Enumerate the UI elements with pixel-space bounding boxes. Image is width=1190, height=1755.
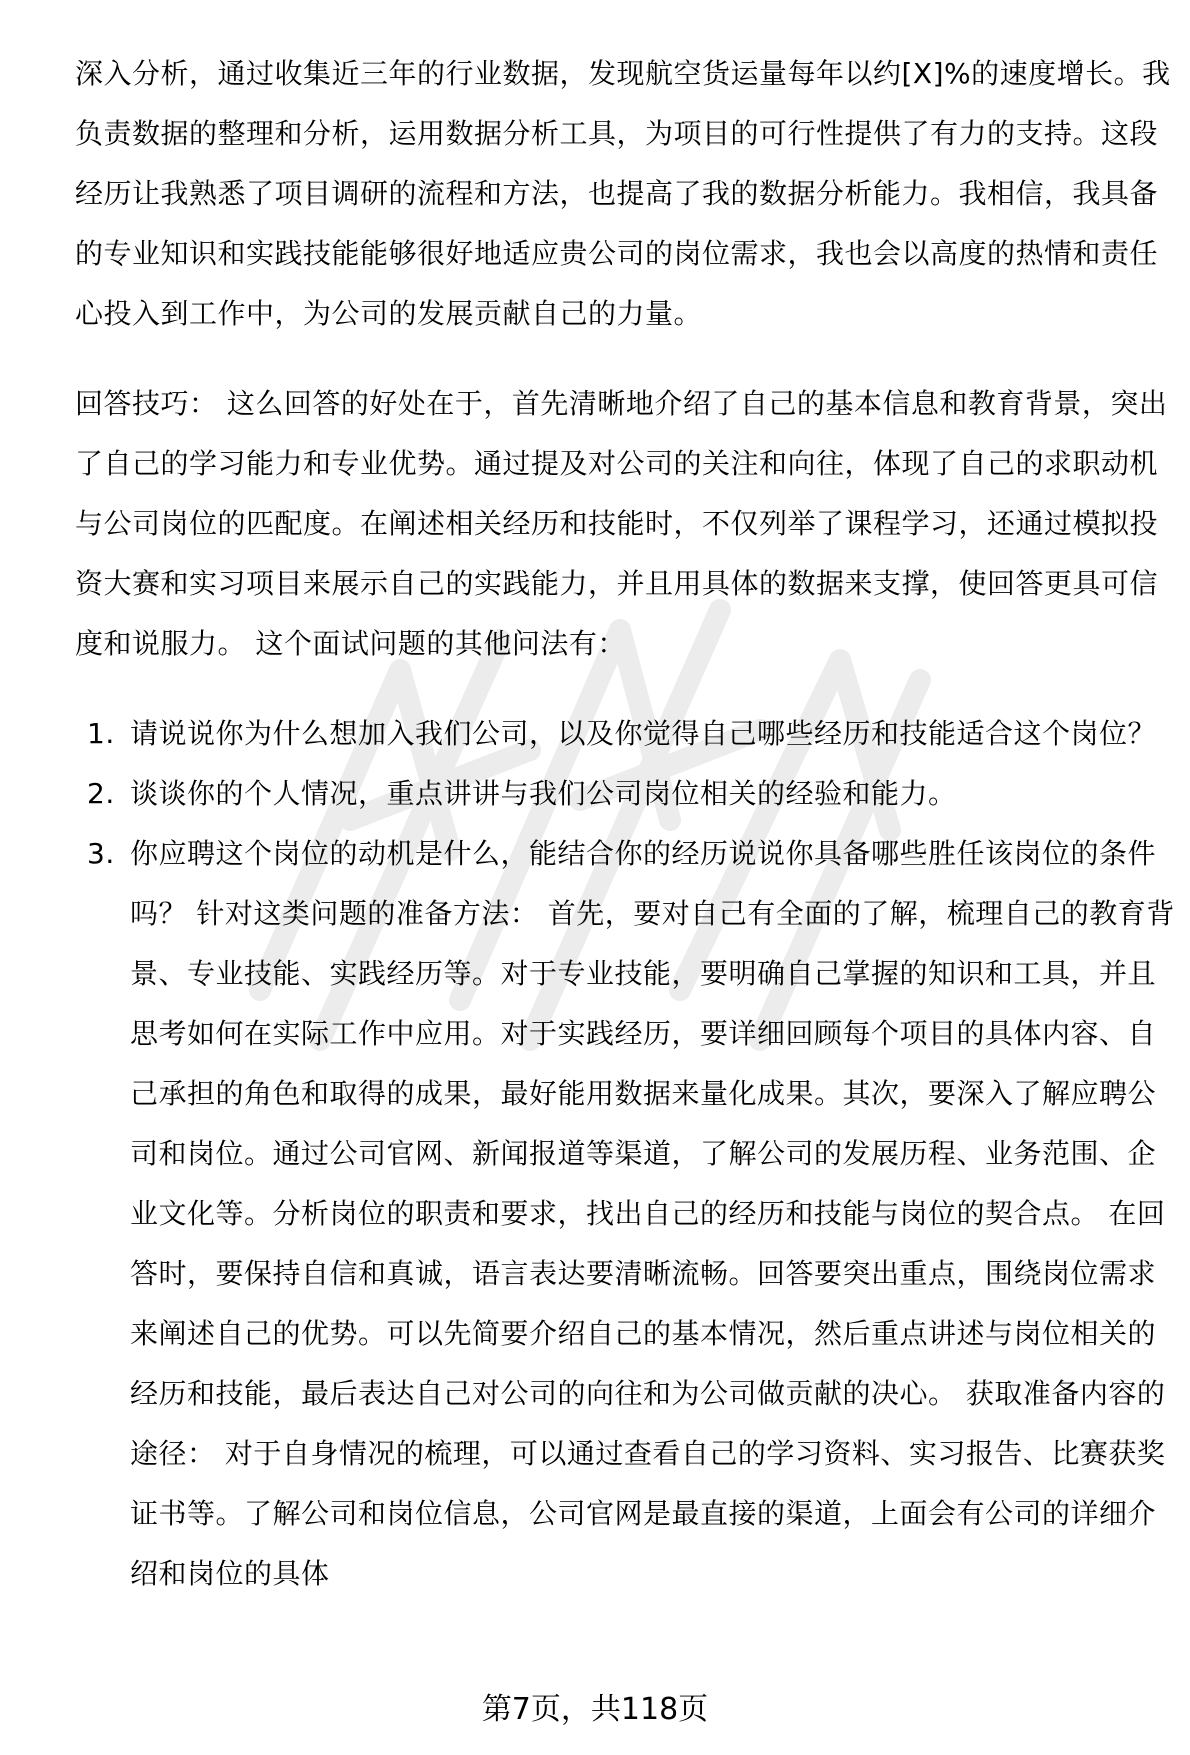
list-item-number: 2. bbox=[87, 777, 115, 810]
list-item-text: 谈谈你的个人情况，重点讲讲与我们公司岗位相关的经验和能力。 bbox=[130, 777, 957, 810]
body-paragraph-1: 深入分析，通过收集近三年的行业数据，发现航空货运量每年以约[X]%的速度增长。我负责数据的整理和分析，运用数据分析工具，为项目的可行性提供了有力的支持。这段经历让我熟悉了项目调研的流程和方法，也提高了我的数据分析能力。我相信，我具备的专业知识和实践技能能够很好地适应贵公司的岗位需求，我也会以高度的热情和责任心投入到工作中，为公司的发展贡献自己的力量。 bbox=[75, 57, 1171, 330]
list-item-text: 请说说你为什么想加入我们公司，以及你觉得自己哪些经历和技能适合这个岗位？ bbox=[130, 717, 1157, 750]
body-paragraph-2: 回答技巧： 这么回答的好处在于，首先清晰地介绍了自己的基本信息和教育背景，突出了自己的学习能力和专业优势。通过提及对公司的关注和向往，体现了自己的求职动机与公司岗位的匹配度。在阐述相关经历和技能时，不仅列举了课程学习，还通过模拟投资大赛和实习项目来展示自己的实践能力，并且用具体的数据来支撑，使回答更具可信度和说服力。 这个面试问题的其他问法有： bbox=[75, 387, 1168, 660]
list-item bbox=[75, 824, 1175, 1604]
list-item-text: 你应聘这个岗位的动机是什么，能结合你的经历说说你具备哪些胜任该岗位的条件吗？ 针对这类问题的准备方法： 首先，要对自己有全面的了解，梳理自己的教育背景、专业技能、实践经历等。对于专业技能，要明确自己掌握的知识和工具，并且思考如何在实际工作中应用。对于实践经历，要详细回顾每个项目的具体内容、自己承担的角色和取得的成果，最好能用数据来量化成果。其次，要深入了解应聘公司和岗位。通过公司官网、新闻报道等渠道，了解公司的发展历程、业务范围、企业文化等。分析岗位的职责和要求，找出自己的经历和技能与岗位的契合点。 在回答时，要保持自信和真诚，语言表达要清晰流畅。回答要突出重点，围绕岗位需求来阐述自己的优势。可以先简要介绍自己的基本情况，然后重点讲述与岗位相关的经历和技能，最后表达自己对公司的向往和为公司做贡献的决心。 获取准备内容的途径： 对于自身情况的梳理，可以通过查看自己的学习资料、实习报告、比赛获奖证书等。了解公司和岗位信息，公司官网是最直接的渠道，上面会有公司的详细介绍和岗位的具体 bbox=[130, 837, 1175, 1590]
list-item-number: 3. bbox=[87, 837, 115, 870]
list-item-number: 1. bbox=[87, 717, 115, 750]
main-content bbox=[75, 44, 1175, 1604]
alternative-questions-list bbox=[75, 704, 1175, 1604]
list-item bbox=[75, 764, 1175, 824]
list-item bbox=[75, 704, 1175, 764]
page-number-footer: 第7页，共118页 bbox=[481, 1692, 709, 1727]
